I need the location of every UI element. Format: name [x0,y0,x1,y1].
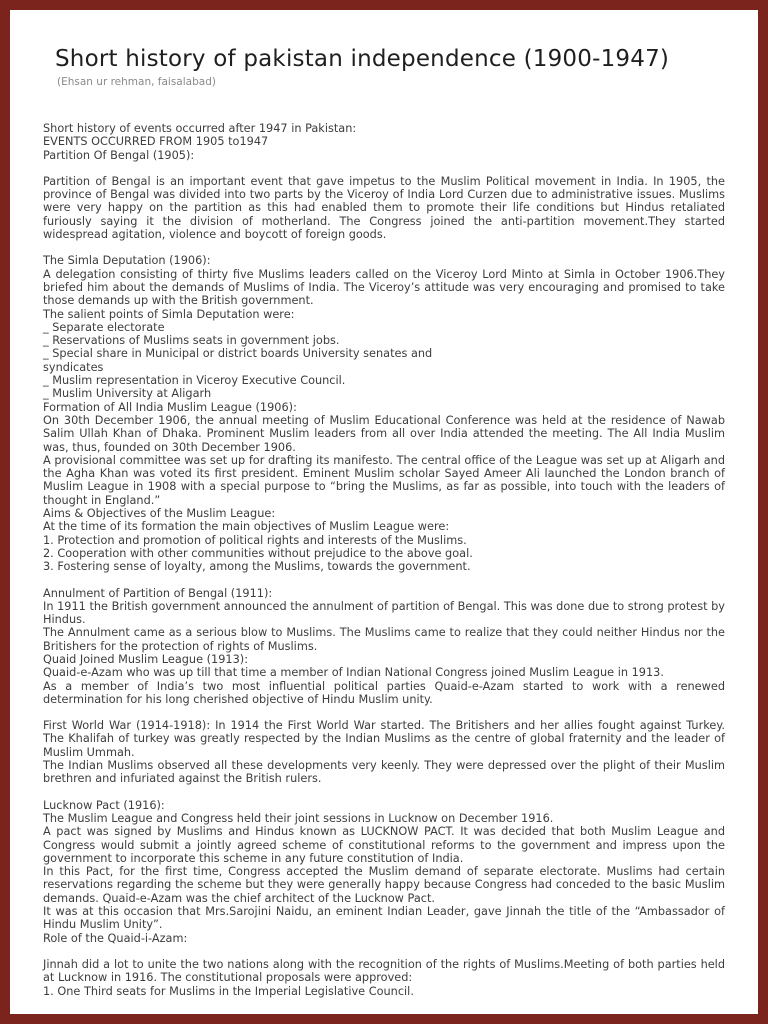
list-item: 1. Protection and promotion of political rights and interests of the Muslims. [43,533,467,547]
paragraph: A pact was signed by Muslims and Hindus known as LUCKNOW PACT. It was decided that both Muslim League and Congress would submit a jointly agreed scheme of constitutional reforms to the government and impress upon the government to incorporate this scheme in any future constitution of India. [43,825,725,865]
paragraph: On 30th December 1906, the annual meeting of Muslim Educational Conference was held at the residence of Nawab Salim Ullah Khan of Dhaka. Prominent Muslim leaders from all over India attended the meeting. The All India Muslim was, thus, founded on 30th December 1906. [43,413,725,454]
list-item: _ Special share in Municipal or district boards University senates and [43,347,433,361]
text-line: Partition Of Bengal (1905): [43,148,195,162]
list-item: _ Muslim University at Aligarh [43,387,212,401]
document-page [10,10,758,1014]
paragraph: As a member of India’s two most influential political parties Quaid-e-Azam started to work with a renewed determination for his long cherished objective of Hindu Muslim unity. [43,679,725,706]
paragraph: First World War (1914-1918): In 1914 the First World War started. The Britishers and her allies fought against Turkey. The Khalifah of turkey was greatly respected by the Indian Muslims as the centre of global fraternity and the leader of Muslim Ummah. [43,719,725,759]
paragraph: The Muslim League and Congress held their joint sessions in Lucknow on December 1916. [43,811,554,825]
list-item: 3. Fostering sense of loyalty, among the Muslims, towards the government. [43,560,471,574]
text-line: Short history of events occurred after 1947 in Pakistan: [43,122,357,135]
list-item: 2. Cooperation with other communities without prejudice to the above goal. [43,546,473,560]
document-title: Short history of pakistan independence (1900-1947) [55,46,670,72]
section-heading: Annulment of Partition of Bengal (1911): [43,586,273,600]
list-item: _ Reservations of Muslims seats in government jobs. [43,334,340,348]
paragraph: The Annulment came as a serious blow to Muslims. The Muslims came to realize that they could neither Hindus nor the Britishers for the protection of rights of Muslims. [43,626,725,653]
section-heading: Formation of All India Muslim League (1906): [43,400,297,414]
section-heading: Quaid Joined Muslim League (1913): [43,652,249,666]
list-item: _ Muslim representation in Viceroy Executive Council. [43,374,346,388]
paragraph: It was at this occasion that Mrs.Sarojini Naidu, an eminent Indian Leader, gave Jinnah the title of the “Ambassador of Hindu Muslim Unity”. [43,905,725,932]
paragraph: A delegation consisting of thirty five Muslims leaders called on the Viceroy Lord Minto at Simla in October 1906.They briefed him about the demands of Muslims of India. The Viceroy’s attitude was very encouraging and promised to take those demands up with the British government. [43,267,725,308]
section-heading: The Simla Deputation (1906): [43,254,211,268]
paragraph: Partition of Bengal is an important event that gave impetus to the Muslim Political movement in India. In 1905, the province of Bengal was divided into two parts by the Viceroy of India Lord Curzen due to administrative issues. Muslims were very happy on the partition as this had enabled them to promote their life conditions but Hindus retaliated furiously saying it the division of motherland. The Congress joined the anti-partition movement.They started widespread agitation, violence and boycott of foreign goods. [43,174,725,242]
document-author: (Ehsan ur rehman, faisalabad) [57,76,216,88]
list-item: 1. One Third seats for Muslims in the Imperial Legislative Council. [43,984,414,998]
section-heading: Role of the Quaid-i-Azam: [43,931,188,945]
text-line: The salient points of Simla Deputation were: [43,307,295,321]
text-line: EVENTS OCCURRED FROM 1905 to1947 [43,135,269,149]
paragraph: The Indian Muslims observed all these developments very keenly. They were depressed over the plight of their Muslim brethren and infuriated against the British rulers. [43,759,725,786]
section-heading: Aims & Objectives of the Muslim League: [43,507,276,521]
text-line: At the time of its formation the main objectives of Muslim League were: [43,520,450,534]
paragraph: A provisional committee was set up for drafting its manifesto. The central office of the League was set up at Aligarh and the Agha Khan was voted its first president. Eminent Muslim scholar Sayed Ameer Ali launched the London branch of Muslim League in 1908 with a special purpose to “bring the Muslims, as far as possible, into touch with the leaders of thought in England.” [43,453,725,507]
list-item: _ Separate electorate [43,320,165,334]
section-heading: Lucknow Pact (1916): [43,798,165,812]
paragraph: Quaid-e-Azam who was up till that time a member of Indian National Congress joined Muslim League in 1913. [43,666,664,680]
paragraph: In this Pact, for the first time, Congress accepted the Muslim demand of separate electorate. Muslims had certain reservations regarding the scheme but they were generally happy because Congress had conceded to the basic Muslim demands. Quaid-e-Azam was the chief architect of the Lucknow Pact. [43,865,725,905]
list-item: syndicates [43,360,104,374]
paragraph: In 1911 the British government announced the annulment of partition of Bengal. This was done due to strong protest by Hindus. [43,599,725,627]
paragraph: Jinnah did a lot to unite the two nations along with the recognition of the rights of Muslims.Meeting of both parties held at Lucknow in 1916. The constitutional proposals were approved: [43,957,725,985]
document-body [43,122,725,998]
